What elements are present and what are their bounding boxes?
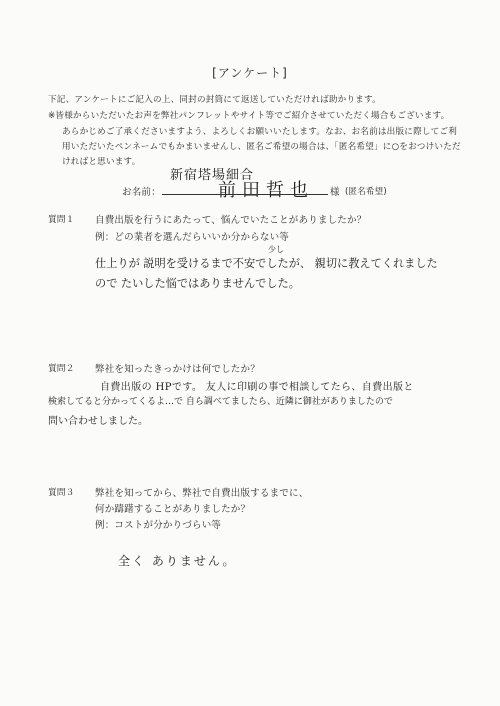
question-2-answer-line: 自費出版の HPです。 友人に印刷の事で相談してたら、自費出版と bbox=[100, 382, 414, 393]
survey-title: [アンケート] bbox=[212, 66, 288, 80]
question-2-answer-line: 検索してると分かってくるよ…で 自ら調べてましたら、近隣に御社がありましたので bbox=[48, 397, 393, 407]
question-3-answer: 全く ありません。 bbox=[118, 554, 237, 568]
question-1-text: 自費出版を行うにあたって、悩んでいたことがありましたか？ bbox=[95, 215, 367, 226]
handwritten-name: 前田哲也 bbox=[218, 180, 314, 201]
question-1-label: 質問１ bbox=[48, 215, 75, 225]
question-3-text: 弊社を知ってから、弊社で自費出版するまでに、 bbox=[95, 488, 309, 499]
intro-line: 用いただいたペンネームでもかまいませんし、匿名ご希望の場合は、「匿名希望」に○をおつけいただ bbox=[62, 142, 461, 152]
question-2-answer-line: 問い合わせしました。 bbox=[48, 416, 148, 427]
question-1-answer: 仕上りが 説明を受けるまで不安でしたが、 親切に教えてくれましたので たいした悩ではありませんでした。 bbox=[95, 257, 438, 290]
question-3-example: 例：コストが分かりづらい等 bbox=[95, 520, 222, 531]
anonymous-option: (匿名希望) bbox=[345, 187, 387, 197]
intro-line: ※皆様からいただいたお声を弊社パンフレットやサイト等でご紹介させていただく場合もございます。 bbox=[48, 111, 450, 121]
name-suffix: 様 bbox=[330, 187, 340, 198]
question-1-example: 例：どの業者を選んだらいいか分からない等 bbox=[95, 232, 290, 243]
handwritten-name-reading: 新宿塔場細合 bbox=[170, 168, 255, 183]
intro-line: ければと思います。 bbox=[62, 157, 141, 167]
question-1-answer-insert: 少し bbox=[268, 245, 284, 254]
intro-line: 下記、アンケートにご記入の上、同封の封筒にて返送していただければ助かります。 bbox=[48, 95, 381, 105]
question-2-label: 質問２ bbox=[48, 364, 75, 374]
name-label: お名前： bbox=[122, 187, 161, 198]
intro-line: あらかじめご了承くださいますよう、よろしくお願いいたします。なお、お名前は出版に際してご利 bbox=[62, 127, 458, 137]
name-underline bbox=[162, 194, 328, 195]
question-3-label: 質問３ bbox=[48, 488, 75, 498]
question-2-text: 弊社を知ったきっかけは何でしたか？ bbox=[95, 364, 260, 375]
question-3-text: 何か躊躇することがありましたか？ bbox=[95, 504, 251, 515]
